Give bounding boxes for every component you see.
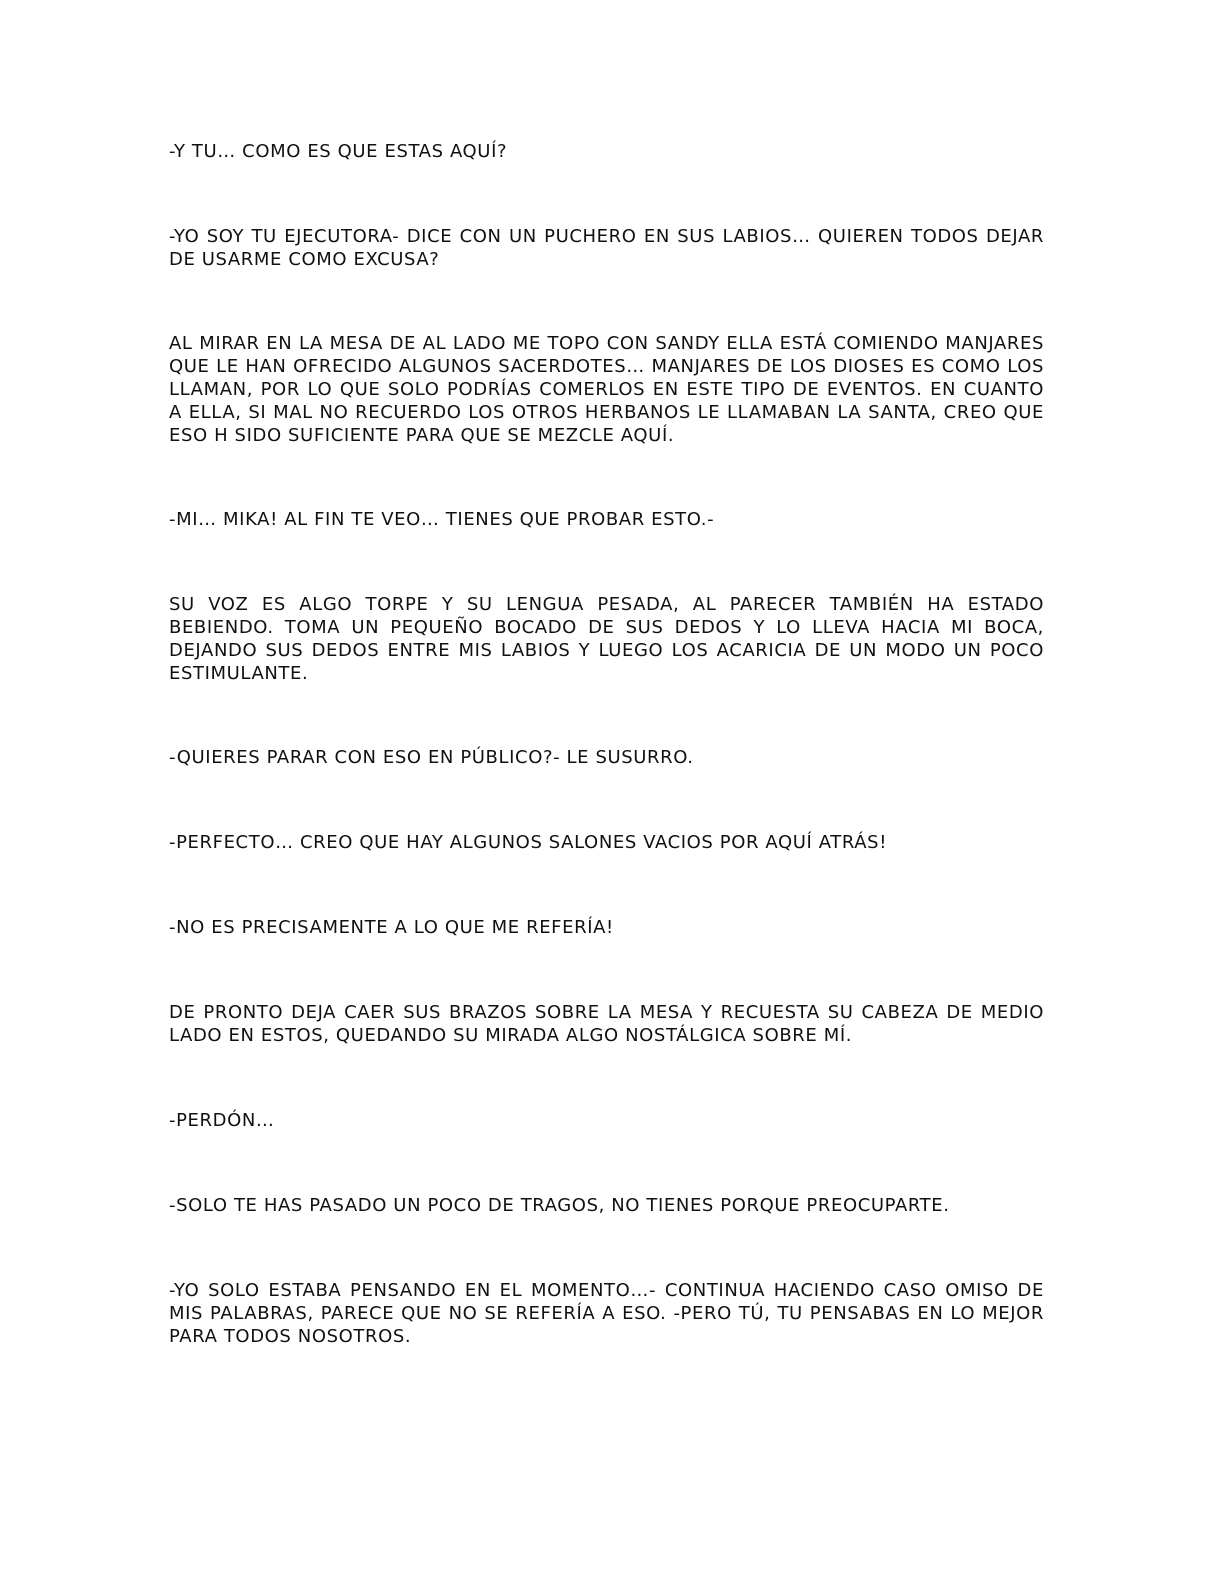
paragraph: -Y TU… COMO ES QUE ESTAS AQUÍ? [169, 141, 508, 162]
paragraph: -PERDÓN… [169, 1110, 275, 1131]
paragraph: DE PRONTO DEJA CAER SUS BRAZOS SOBRE LA MESA Y RECUESTA SU CABEZA DE MEDIO LADO EN ESTOS, QUEDANDO SU MIRADA ALGO NOSTÁLGICA SOBRE MÍ. [169, 1002, 1044, 1046]
paragraph: -PERFECTO… CREO QUE HAY ALGUNOS SALONES VACIOS POR AQUÍ ATRÁS! [169, 832, 888, 853]
paragraph: -MI… MIKA! AL FIN TE VEO… TIENES QUE PROBAR ESTO.- [169, 509, 715, 530]
paragraph: -SOLO TE HAS PASADO UN POCO DE TRAGOS, NO TIENES PORQUE PREOCUPARTE. [169, 1195, 950, 1216]
paragraph: -NO ES PRECISAMENTE A LO QUE ME REFERÍA! [169, 917, 614, 938]
paragraph: -YO SOLO ESTABA PENSANDO EN EL MOMENTO…- CONTINUA HACIENDO CASO OMISO DE MIS PALABRAS, PARECE QUE NO SE REFERÍA A ESO. -PERO TÚ, TU PENSABAS EN LO MEJOR PARA TODOS NOSOTROS. [169, 1280, 1044, 1347]
paragraph: AL MIRAR EN LA MESA DE AL LADO ME TOPO CON SANDY ELLA ESTÁ COMIENDO MANJARES QUE LE HAN OFRECIDO ALGUNOS SACERDOTES… MANJARES DE LOS DIOSES ES COMO LOS LLAMAN, POR LO QUE SOLO PODRÍAS COMERLOS EN ESTE TIPO DE EVENTOS. EN CUANTO A ELLA, SI MAL NO RECUERDO LOS OTROS HERBANOS LE LLAMABAN LA SANTA, CREO QUE ESO H SIDO SUFICIENTE PARA QUE SE MEZCLE AQUÍ. [169, 333, 1044, 446]
paragraph: SU VOZ ES ALGO TORPE Y SU LENGUA PESADA, AL PARECER TAMBIÉN HA ESTADO BEBIENDO. TOMA UN PEQUEÑO BOCADO DE SUS DEDOS Y LO LLEVA HACIA MI BOCA, DEJANDO SUS DEDOS ENTRE MIS LABIOS Y LUEGO LOS ACARICIA DE UN MODO UN POCO ESTIMULANTE. [169, 594, 1044, 684]
paragraph: -QUIERES PARAR CON ESO EN PÚBLICO?- LE SUSURRO. [169, 747, 694, 768]
paragraph: -YO SOY TU EJECUTORA- DICE CON UN PUCHERO EN SUS LABIOS… QUIEREN TODOS DEJAR DE USARME COMO EXCUSA? [169, 226, 1044, 270]
